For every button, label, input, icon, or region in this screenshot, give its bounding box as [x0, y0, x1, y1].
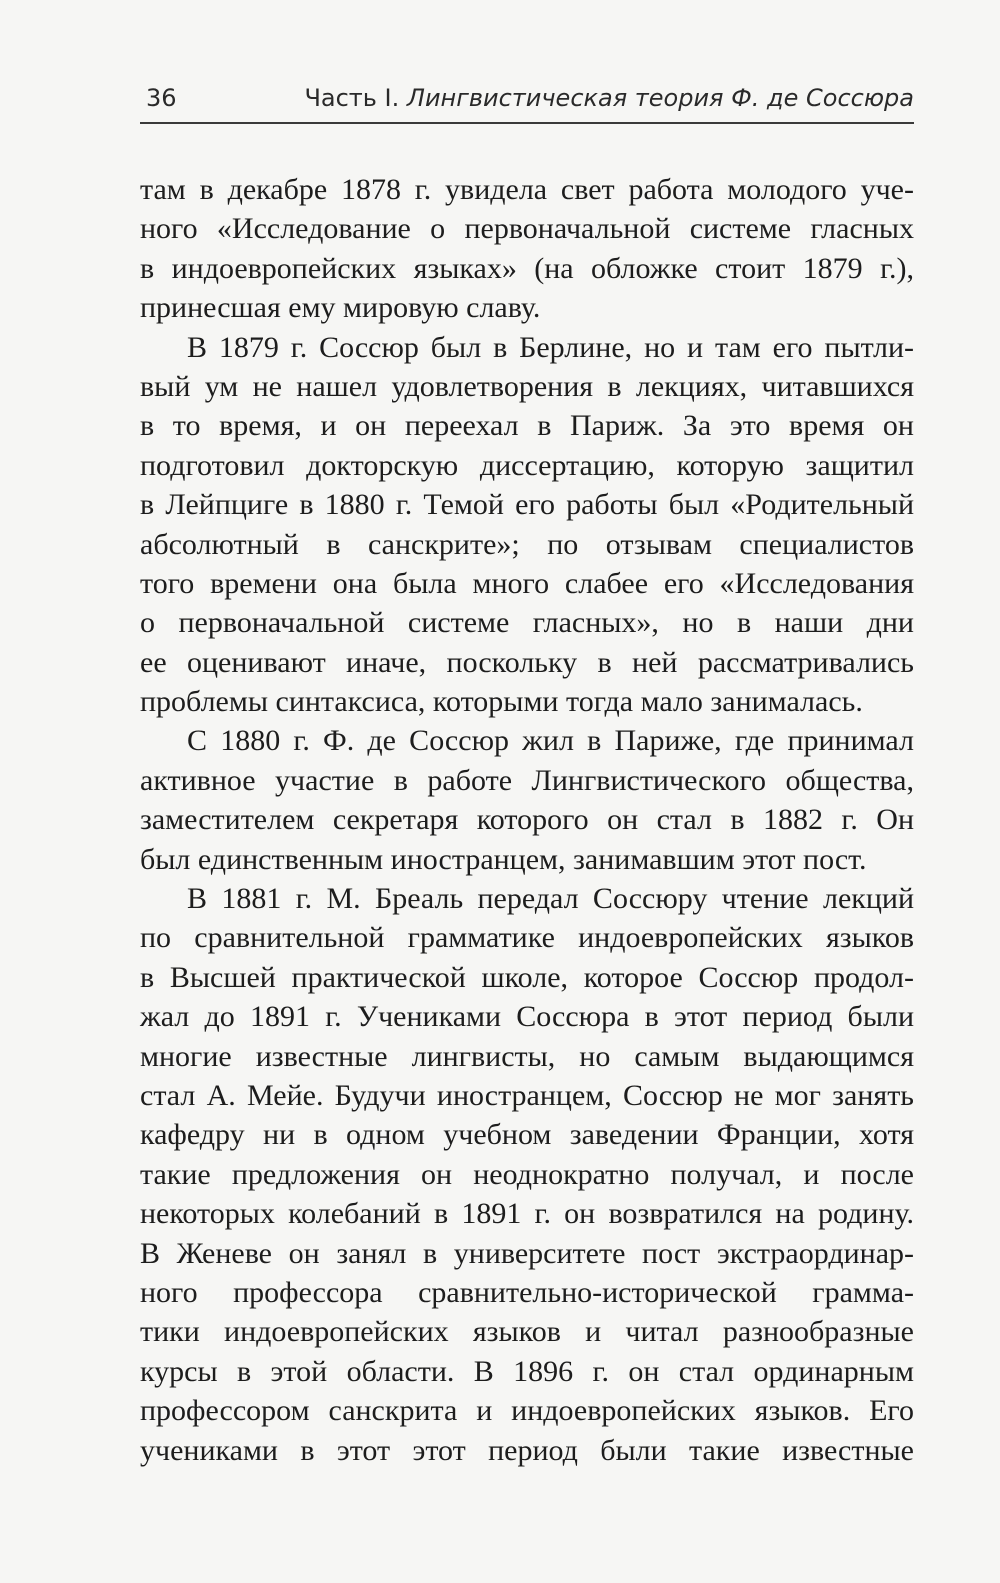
- text-line: ного «Исследование о первоначальной системе гласных: [140, 212, 914, 246]
- text-line: такие предложения он неоднократно получал, и после: [140, 1157, 914, 1191]
- part-label: Часть I.: [304, 84, 400, 112]
- text-line: некоторых колебаний в 1891 г. он возвратился на родину.: [140, 1197, 914, 1231]
- text-line: в Лейпциге в 1880 г. Темой его работы был «Родительный: [140, 488, 914, 522]
- page-number: 36: [146, 84, 177, 112]
- text-line: кафедру ни в одном учебном заведении Франции, хотя: [140, 1118, 914, 1152]
- header-rule: [140, 122, 914, 124]
- text-line: подготовил докторскую диссертацию, которую защитил: [140, 448, 914, 482]
- text-line: профессором санскрита и индоевропейских языков. Его: [140, 1394, 914, 1428]
- text-line: ного профессора сравнительно-исторической грамма-: [140, 1275, 914, 1309]
- text-line: проблемы синтаксиса, которыми тогда мало занималась.: [140, 685, 863, 719]
- text-line: В Женеве он занял в университете пост экстраординар-: [140, 1236, 914, 1270]
- text-line: по сравнительной грамматике индоевропейских языков: [140, 921, 914, 955]
- text-line: в индоевропейских языках» (на обложке стоит 1879 г.),: [140, 251, 914, 285]
- running-title: [304, 78, 914, 118]
- text-line: в Высшей практической школе, которое Соссюр продол-: [140, 960, 914, 994]
- text-line: учениками в этот этот период были такие известные: [140, 1433, 914, 1467]
- text-line: многие известные лингвисты, но самым выдающимся: [140, 1039, 914, 1073]
- text-line: в то время, и он переехал в Париж. За это время он: [140, 409, 914, 443]
- text-line: жал до 1891 г. Учениками Соссюра в этот период были: [140, 1000, 914, 1034]
- body-text: [140, 170, 914, 1470]
- text-line: В 1879 г. Соссюр был в Берлине, но и там его пытли-: [187, 330, 914, 364]
- text-line: того времени она была много слабее его «Исследования: [140, 566, 914, 600]
- text-line: вый ум не нашел удовлетворения в лекциях, читавшихся: [140, 369, 914, 403]
- text-line: принесшая ему мировую славу.: [140, 291, 541, 325]
- text-line: С 1880 г. Ф. де Соссюр жил в Париже, где принимал: [187, 724, 914, 758]
- text-line: абсолютный в санскрите»; по отзывам специалистов: [140, 527, 914, 561]
- text-line: стал А. Мейе. Будучи иностранцем, Соссюр не мог занять: [140, 1078, 914, 1112]
- text-line: ее оценивают иначе, поскольку в ней рассматривались: [140, 645, 914, 679]
- text-line: активное участие в работе Лингвистического общества,: [140, 763, 914, 797]
- text-line: там в декабре 1878 г. увидела свет работа молодого уче-: [140, 173, 914, 206]
- text-line: о первоначальной системе гласных», но в наши дни: [140, 606, 914, 640]
- text-line: заместителем секретаря которого он стал в 1882 г. Он: [140, 803, 914, 837]
- text-line: был единственным иностранцем, занимавшим этот пост.: [140, 842, 867, 876]
- text-line: курсы в этой области. В 1896 г. он стал ординарным: [140, 1354, 914, 1388]
- text-line: тики индоевропейских языков и читал разнообразные: [140, 1315, 914, 1349]
- chapter-title: Лингвистическая теория Ф. де Соссюра: [406, 84, 914, 112]
- text-line: В 1881 г. М. Бреаль передал Соссюру чтение лекций: [187, 882, 914, 916]
- running-header: [140, 78, 914, 118]
